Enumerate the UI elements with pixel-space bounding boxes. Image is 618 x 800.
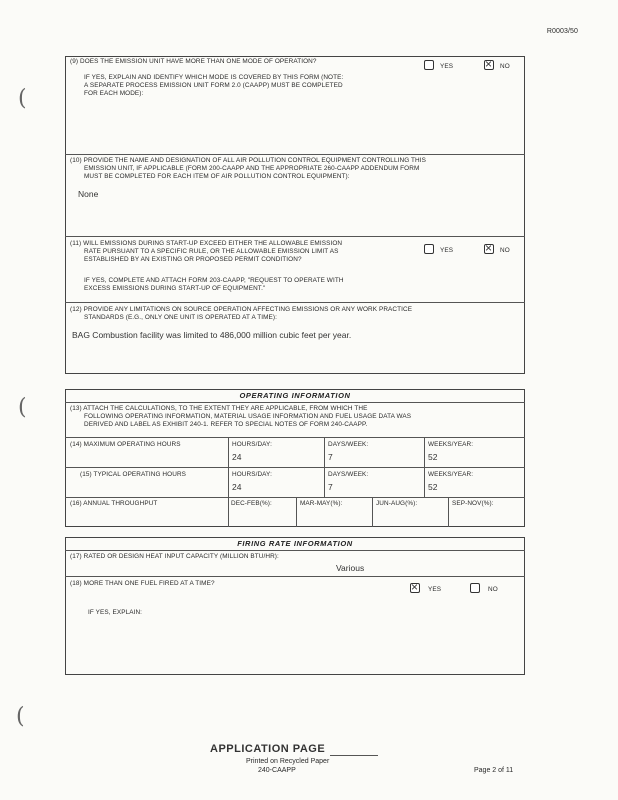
q11-note: EXCESS EMISSIONS DURING START-UP OF EQUIPMENT."	[84, 285, 266, 292]
divider	[372, 497, 373, 527]
typ-days-week-label: DAYS/WEEK:	[328, 471, 369, 478]
application-page-title: APPLICATION PAGE	[210, 743, 326, 755]
q9-note: A SEPARATE PROCESS EMISSION UNIT FORM 2.0 (CAAPP) MUST BE COMPLETED	[84, 82, 343, 89]
dec-feb-label: DEC-FEB(%):	[231, 500, 272, 507]
operating-header: OPERATING INFORMATION	[239, 391, 351, 400]
q18-explain-label: IF YES, EXPLAIN:	[88, 609, 143, 616]
typ-weeks-year-value[interactable]: 52	[428, 482, 438, 492]
q11-label: (11) WILL EMISSIONS DURING START-UP EXCEED EITHER THE ALLOWABLE EMISSION	[70, 240, 343, 247]
q11-note: IF YES, COMPLETE AND ATTACH FORM 203-CAAPP, "REQUEST TO OPERATE WITH	[84, 277, 344, 284]
q10-label: (10) PROVIDE THE NAME AND DESIGNATION OF ALL AIR POLLUTION CONTROL EQUIPMENT CONTROLLING THIS	[70, 157, 426, 164]
mar-may-label: MAR-MAY(%):	[300, 500, 343, 507]
typ-days-week-value[interactable]: 7	[328, 482, 333, 492]
q12-answer[interactable]: BAG Combustion facility was limited to 486,000 million cubic feet per year.	[72, 330, 352, 340]
q11-label: RATE PURSUANT TO A SPECIFIC RULE, OR THE ALLOWABLE EMISSION LIMIT AS	[84, 248, 339, 255]
sep-nov-label: SEP-NOV(%):	[452, 500, 494, 507]
max-days-week-label: DAYS/WEEK:	[328, 441, 369, 448]
divider	[448, 497, 449, 527]
divider	[65, 236, 525, 237]
footer-form-number: 240-CAAPP	[258, 767, 296, 774]
divider	[65, 467, 525, 468]
q9-no-checkbox[interactable]	[484, 60, 494, 70]
binder-hole-mark: (	[16, 704, 25, 729]
q13-label: FOLLOWING OPERATING INFORMATION, MATERIAL USAGE INFORMATION AND FUEL USAGE DATA WAS	[84, 413, 412, 420]
q18-yes-checkbox[interactable]	[410, 583, 420, 593]
divider	[228, 437, 229, 527]
q9-label: (9) DOES THE EMISSION UNIT HAVE MORE THAN ONE MODE OF OPERATION?	[70, 58, 317, 65]
q10-label: EMISSION UNIT, IF APPLICABLE (FORM 200-CAAPP AND THE APPROPRIATE 260-CAAPP ADDENDUM FORM	[84, 165, 420, 172]
binder-hole-mark: (	[18, 86, 27, 111]
q10-label: MUST BE COMPLETED FOR EACH ITEM OF AIR POLLUTION CONTROL EQUIPMENT):	[84, 173, 350, 180]
jun-aug-label: JUN-AUG(%):	[376, 500, 418, 507]
binder-hole-mark: (	[18, 395, 27, 420]
q13-label: DERIVED AND LABEL AS EXHIBIT 240-1. REFER TO SPECIAL NOTES OF FORM 240-CAAPP.	[84, 421, 368, 428]
q11-no-label: NO	[500, 247, 510, 254]
annual-throughput-label: (16) ANNUAL THROUGHPUT	[70, 500, 158, 507]
q11-label: ESTABLISHED BY AN EXISTING OR PROPOSED PERMIT CONDITION?	[84, 256, 302, 263]
footer-recycled: Printed on Recycled Paper	[246, 758, 330, 765]
section-mode-of-operation	[65, 56, 525, 374]
signature-line	[330, 755, 378, 756]
typ-weeks-year-label: WEEKS/YEAR:	[428, 471, 474, 478]
max-days-week-value[interactable]: 7	[328, 452, 333, 462]
q18-yes-label: YES	[428, 586, 442, 593]
typ-hours-day-value[interactable]: 24	[232, 482, 242, 492]
q12-label: STANDARDS (E.G., ONLY ONE UNIT IS OPERATED AT A TIME):	[84, 314, 278, 321]
max-hours-label: (14) MAXIMUM OPERATING HOURS	[70, 441, 181, 448]
q9-no-label: NO	[500, 63, 510, 70]
form-id: R0003/50	[546, 28, 578, 35]
divider	[65, 402, 525, 403]
q18-no-label: NO	[488, 586, 498, 593]
q18-no-checkbox[interactable]	[470, 583, 480, 593]
q11-no-checkbox[interactable]	[484, 244, 494, 254]
max-weeks-year-value[interactable]: 52	[428, 452, 438, 462]
firing-header: FIRING RATE INFORMATION	[237, 539, 353, 548]
divider	[65, 437, 525, 438]
max-weeks-year-label: WEEKS/YEAR:	[428, 441, 474, 448]
divider	[65, 497, 525, 498]
q17-label: (17) RATED OR DESIGN HEAT INPUT CAPACITY (MILLION BTU/HR):	[70, 553, 279, 560]
divider	[65, 302, 525, 303]
typical-hours-label: (15) TYPICAL OPERATING HOURS	[80, 471, 187, 478]
divider	[65, 576, 525, 577]
q13-label: (13) ATTACH THE CALCULATIONS, TO THE EXTENT THEY ARE APPLICABLE, FROM WHICH THE	[70, 405, 368, 412]
q9-yes-checkbox[interactable]	[424, 60, 434, 70]
q11-yes-checkbox[interactable]	[424, 244, 434, 254]
q11-yes-label: YES	[440, 247, 454, 254]
q9-note: IF YES, EXPLAIN AND IDENTIFY WHICH MODE IS COVERED BY THIS FORM (NOTE:	[84, 74, 344, 81]
typ-hours-day-label: HOURS/DAY:	[232, 471, 272, 478]
divider	[296, 497, 297, 527]
divider	[65, 154, 525, 155]
q17-answer[interactable]: Various	[336, 563, 365, 573]
q9-yes-label: YES	[440, 63, 454, 70]
divider	[65, 550, 525, 551]
max-hours-day-label: HOURS/DAY:	[232, 441, 272, 448]
q10-answer[interactable]: None	[78, 189, 99, 199]
q12-label: (12) PROVIDE ANY LIMITATIONS ON SOURCE OPERATION AFFECTING EMISSIONS OR ANY WORK PRACTICE	[70, 306, 413, 313]
q9-note: FOR EACH MODE):	[84, 90, 144, 97]
max-hours-day-value[interactable]: 24	[232, 452, 242, 462]
page-number: Page 2 of 11	[474, 767, 514, 774]
q18-label: (18) MORE THAN ONE FUEL FIRED AT A TIME?	[70, 580, 215, 587]
